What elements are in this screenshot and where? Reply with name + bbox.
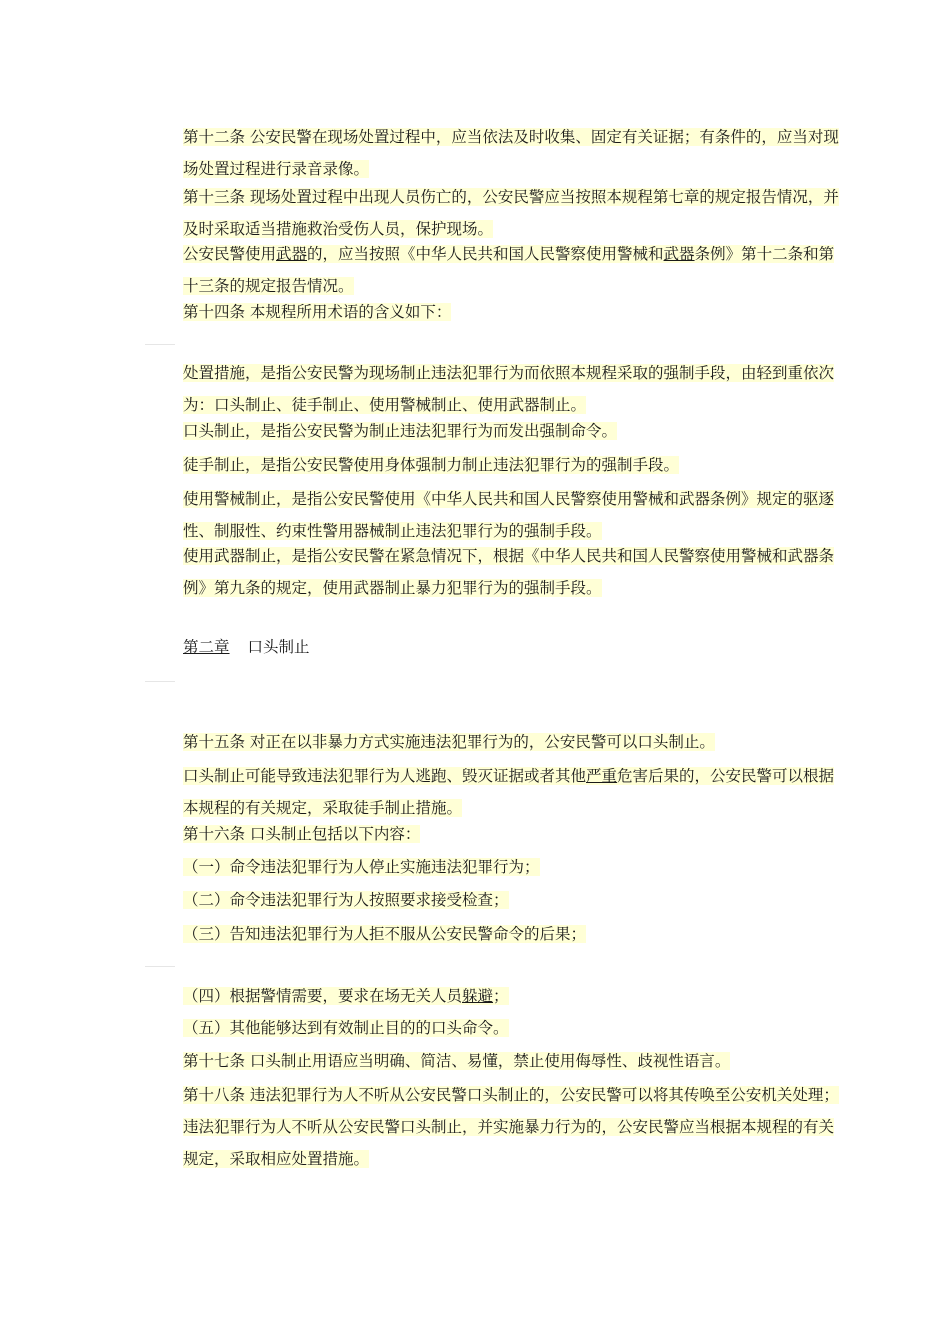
list-item — [145, 980, 848, 1012]
paragraph-text: 徒手制止，是指公安民警使用身体强制力制止违法犯罪行为的强制手段。 — [183, 456, 680, 474]
list-item — [145, 851, 848, 883]
separator — [145, 344, 175, 345]
paragraph-article-18 — [145, 1079, 848, 1175]
paragraph-article-14 — [145, 296, 848, 328]
paragraph-article-16 — [145, 818, 848, 850]
paragraph-text: 第十七条 口头制止用语应当明确、简洁、易懂，禁止使用侮辱性、歧视性语言。 — [183, 1052, 731, 1070]
list-item-text: ； — [493, 987, 509, 1005]
paragraph-text: 公安民警使用 — [183, 245, 277, 263]
serious-link[interactable]: 严重 — [586, 767, 618, 785]
list-item — [145, 1012, 848, 1044]
paragraph-barehand-def — [145, 449, 848, 481]
paragraph-text: 第十八条 违法犯罪行为人不听从公安民警口头制止的，公安民警可以将其传唤至公安机关处理；违法犯罪行为人不听从公安民警口头制止，并实施暴力行为的，公安民警应当根据本规程的有关规定，采取相应处置措施。 — [183, 1086, 839, 1168]
paragraph-measures — [145, 357, 848, 421]
list-item — [145, 918, 848, 950]
separator — [145, 966, 175, 967]
paragraph-article-15 — [145, 726, 848, 758]
paragraph-verbal-def — [145, 415, 848, 447]
weapon-link[interactable]: 武器 — [663, 245, 695, 263]
paragraph-text: 第十二条 公安民警在现场处置过程中，应当依法及时收集、固定有关证据；有条件的，应当对现场处置过程进行录音录像。 — [183, 128, 839, 178]
paragraph-article-13 — [145, 181, 848, 245]
paragraph-article-12 — [145, 121, 848, 185]
paragraph-weapons-report — [145, 238, 848, 302]
paragraph-text: 口头制止可能导致违法犯罪行为人逃跑、毁灭证据或者其他 — [183, 767, 587, 785]
chapter-heading — [183, 631, 310, 663]
list-item-text: （四）根据警情需要，要求在场无关人员 — [183, 987, 463, 1005]
list-item-text: （二）命令违法犯罪行为人按照要求接受检查； — [183, 891, 509, 909]
weapon-link[interactable]: 武器 — [276, 245, 308, 263]
paragraph-weapon-def — [145, 540, 848, 604]
paragraph-escalation — [145, 760, 848, 824]
paragraph-text: 第十六条 口头制止包括以下内容： — [183, 825, 421, 843]
paragraph-text: 第十四条 本规程所用术语的含义如下： — [183, 303, 452, 321]
chapter-title: 口头制止 — [247, 638, 310, 656]
paragraph-text: 条例》第十二条和第十三条的规定报告情况。 — [183, 245, 835, 295]
paragraph-text: 使用武器制止，是指公安民警在紧急情况下，根据《中华人民共和国人民警察使用警械和武器条例》第九条的规定，使用武器制止暴力犯罪行为的强制手段。 — [183, 547, 835, 597]
list-item-text: （五）其他能够达到有效制止目的的口头命令。 — [183, 1019, 509, 1037]
paragraph-text: 的，应当按照《中华人民共和国人民警察使用警械和 — [307, 245, 664, 263]
paragraph-text: 处置措施，是指公安民警为现场制止违法犯罪行为而依照本规程采取的强制手段，由轻到重依次为：口头制止、徒手制止、使用警械制止、使用武器制止。 — [183, 364, 835, 414]
paragraph-article-17 — [145, 1045, 848, 1077]
chapter-number-link[interactable]: 第二章 — [183, 638, 230, 656]
list-item-text: （一）命令违法犯罪行为人停止实施违法犯罪行为； — [183, 858, 540, 876]
avoid-link[interactable]: 躲避 — [462, 987, 494, 1005]
list-item-text: （三）告知违法犯罪行为人拒不服从公安民警命令的后果； — [183, 925, 587, 943]
paragraph-text: 危害后果的，公安民警可以根据本规程的有关规定，采取徒手制止措施。 — [183, 767, 835, 817]
paragraph-equipment-def — [145, 483, 848, 547]
list-item — [145, 884, 848, 916]
separator — [145, 681, 175, 682]
paragraph-text: 第十五条 对正在以非暴力方式实施违法犯罪行为的，公安民警可以口头制止。 — [183, 733, 715, 751]
paragraph-text: 口头制止，是指公安民警为制止违法犯罪行为而发出强制命令。 — [183, 422, 618, 440]
paragraph-text: 第十三条 现场处置过程中出现人员伤亡的，公安民警应当按照本规程第七章的规定报告情况，并及时采取适当措施救治受伤人员，保护现场。 — [183, 188, 839, 238]
paragraph-text: 使用警械制止，是指公安民警使用《中华人民共和国人民警察使用警械和武器条例》规定的驱逐性、制服性、约束性警用器械制止违法犯罪行为的强制手段。 — [183, 490, 835, 540]
